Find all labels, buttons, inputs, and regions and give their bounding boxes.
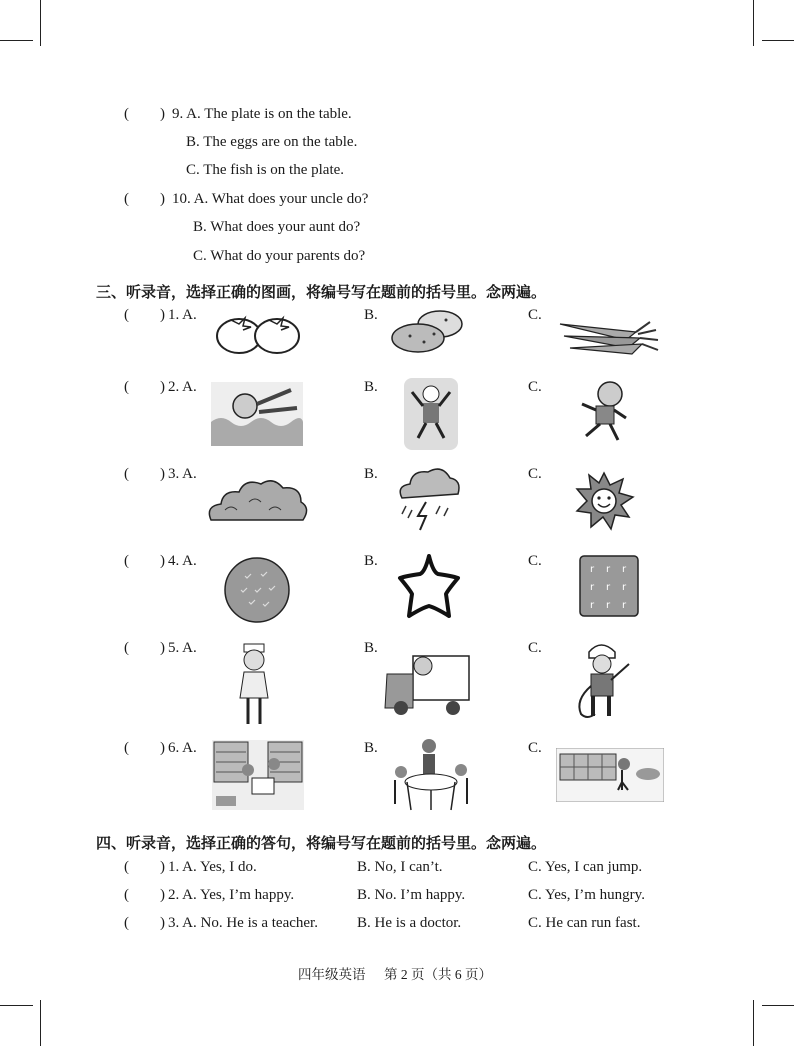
q9-paren-close: )	[160, 106, 165, 122]
paren-open: (	[124, 379, 129, 395]
footer-subject: 四年级英语	[298, 967, 366, 982]
q9-option-a: 9. A. The plate is on the table.	[172, 106, 352, 122]
option-b-label: B.	[364, 553, 378, 569]
sunny-picture	[573, 471, 635, 531]
option-c-label: C.	[528, 379, 542, 395]
q10-option-c: C. What do your parents do?	[193, 248, 366, 264]
swimming-picture	[211, 382, 303, 446]
option-c-label: C.	[528, 307, 542, 323]
svg-text:r: r	[590, 582, 595, 593]
paren-close: )	[160, 379, 165, 395]
part3-heading: 三、听录音，选择正确的图画，将编号写在题前的括号里。念两遍。	[96, 283, 547, 301]
option-c: C. Yes, I can jump.	[528, 859, 643, 875]
footer-page-number: 第 2 页（共 6 页）	[384, 967, 492, 982]
crop-mark-bottom-left-h	[0, 1005, 33, 1006]
paren-close: )	[160, 553, 165, 569]
crop-mark-bottom-left-v	[40, 1000, 41, 1046]
carrots-picture	[556, 310, 662, 356]
round-cookie-picture	[223, 556, 291, 624]
option-b-label: B.	[364, 379, 378, 395]
q10-option-a: 10. A. What does your uncle do?	[172, 191, 369, 207]
option-b-label: B.	[364, 466, 378, 482]
svg-text:r: r	[590, 600, 595, 611]
svg-text:r: r	[590, 564, 595, 575]
option-b-label: B.	[364, 307, 378, 323]
option-c-label: C.	[528, 466, 542, 482]
star-cookie-picture	[394, 552, 464, 620]
crop-mark-top-left-v	[40, 0, 41, 46]
nurse-picture	[230, 638, 278, 728]
option-c: C. He can run fast.	[528, 915, 641, 931]
crop-mark-bottom-right-v	[753, 1000, 754, 1046]
option-a-label: 4. A.	[168, 553, 197, 569]
svg-text:r: r	[622, 600, 627, 611]
paren-open: (	[124, 915, 129, 931]
paren-open: (	[124, 553, 129, 569]
crop-mark-top-left-h	[0, 40, 33, 41]
paren-close: )	[160, 640, 165, 656]
option-c-label: C.	[528, 640, 542, 656]
paren-open: (	[124, 740, 129, 756]
restaurant-picture	[385, 736, 477, 814]
option-a-label: 3. A.	[168, 466, 197, 482]
svg-text:r: r	[622, 582, 627, 593]
paren-open: (	[124, 466, 129, 482]
paren-open: (	[124, 887, 129, 903]
crop-mark-top-right-v	[753, 0, 754, 46]
fireman-picture	[571, 640, 633, 722]
square-cookie-picture	[578, 554, 640, 618]
tomatoes-picture	[215, 310, 301, 354]
paren-open: (	[124, 640, 129, 656]
q10-option-b: B. What does your aunt do?	[193, 219, 361, 235]
q9-option-c: C. The fish is on the plate.	[186, 162, 345, 178]
q10-paren-close: )	[160, 191, 165, 207]
option-b-label: B.	[364, 740, 378, 756]
svg-text:r: r	[622, 564, 627, 575]
option-a: 1. A. Yes, I do.	[168, 859, 257, 875]
running-picture	[574, 378, 634, 444]
part4-heading: 四、听录音，选择正确的答句，将编号写在题前的括号里。念两遍。	[96, 834, 547, 852]
option-a: 3. A. No. He is a teacher.	[168, 915, 318, 931]
option-c-label: C.	[528, 553, 542, 569]
svg-text:r: r	[606, 600, 611, 611]
shop-picture	[556, 748, 664, 802]
q9-paren-open: (	[124, 106, 129, 122]
paren-close: )	[160, 466, 165, 482]
svg-text:r: r	[606, 582, 611, 593]
option-b: B. He is a doctor.	[357, 915, 462, 931]
library-picture	[212, 740, 304, 810]
crop-mark-top-right-h	[762, 40, 794, 41]
paren-close: )	[160, 859, 165, 875]
q9-option-b: B. The eggs are on the table.	[186, 134, 358, 150]
option-c-label: C.	[528, 740, 542, 756]
option-a-label: 5. A.	[168, 640, 197, 656]
svg-text:r: r	[606, 564, 611, 575]
option-c: C. Yes, I’m hungry.	[528, 887, 645, 903]
paren-close: )	[160, 307, 165, 323]
option-b-label: B.	[364, 640, 378, 656]
crop-mark-bottom-right-h	[762, 1005, 794, 1006]
paren-close: )	[160, 887, 165, 903]
paren-open: (	[124, 859, 129, 875]
q10-paren-open: (	[124, 191, 129, 207]
paren-close: )	[160, 915, 165, 931]
option-b: B. No. I’m happy.	[357, 887, 466, 903]
option-a: 2. A. Yes, I’m happy.	[168, 887, 295, 903]
option-a-label: 1. A.	[168, 307, 197, 323]
stormy-picture	[396, 464, 460, 534]
potatoes-picture	[390, 306, 466, 354]
cloudy-picture	[205, 476, 311, 528]
driver-picture	[383, 652, 473, 716]
jumping-picture	[404, 378, 458, 450]
option-b: B. No, I can’t.	[357, 859, 443, 875]
option-a-label: 2. A.	[168, 379, 197, 395]
paren-close: )	[160, 740, 165, 756]
option-a-label: 6. A.	[168, 740, 197, 756]
paren-open: (	[124, 307, 129, 323]
